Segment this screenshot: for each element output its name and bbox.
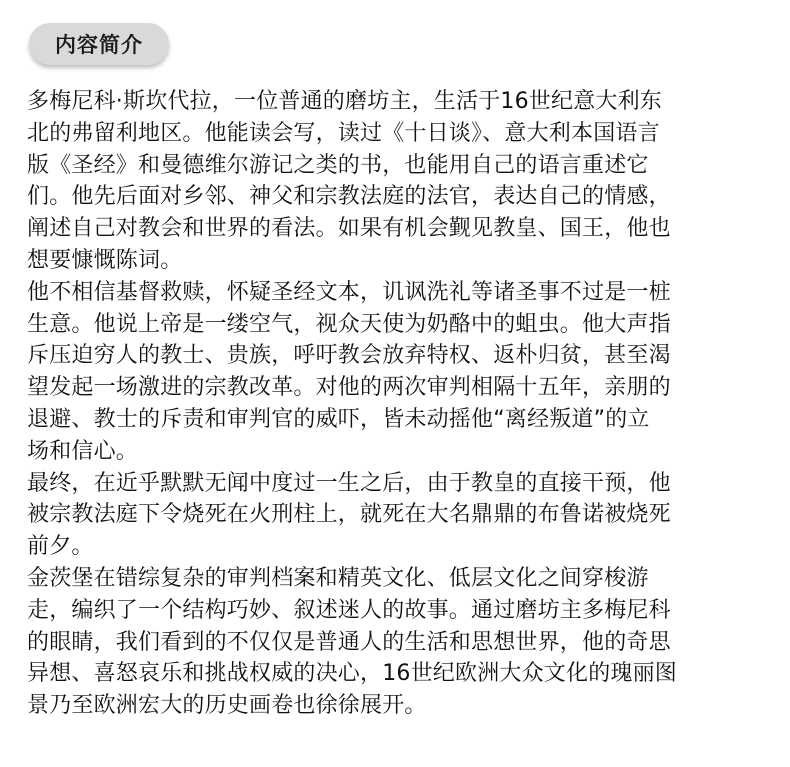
text-line: 前夕。 — [27, 534, 94, 560]
text-line: 景乃至欧洲宏大的历史画卷也徐徐展开。 — [27, 693, 427, 719]
text-line: 走，编织了一个结构巧妙、叙述迷人的故事。通过磨坊主多梅尼科 — [27, 597, 671, 623]
text-line: 退避、教士的斥责和审判官的威吓，皆未动摇他“离经叛道”的立 — [27, 406, 650, 432]
text-line: 被宗教法庭下令烧死在火刑柱上，就死在大名鼎鼎的布鲁诺被烧死 — [27, 502, 671, 528]
section-title: 内容简介 — [55, 33, 143, 57]
text-line: 多梅尼科·斯坎代拉，一位普通的磨坊主，生活于16世纪意大利东 — [27, 89, 662, 114]
text-line: 阐述自己对教会和世界的看法。如果有机会觐见教皇、国王，他也 — [27, 216, 671, 242]
text-line: 他不相信基督救赎，怀疑圣经文本，讥讽洗礼等诸圣事不过是一桩 — [27, 279, 671, 305]
text-line: 异想、喜怒哀乐和挑战权威的决心，16世纪欧洲大众文化的瑰丽图 — [27, 661, 677, 687]
text-line: 最终，在近乎默默无闻中度过一生之后，由于教皇的直接干预，他 — [27, 470, 671, 496]
paragraph-4 — [27, 563, 757, 722]
text-line: 生意。他说上帝是一缕空气，视众天使为奶酪中的蛆虫。他大声指 — [27, 311, 671, 337]
section-title-badge — [29, 23, 169, 65]
text-line: 版《圣经》和曼德维尔游记之类的书，也能用自己的语言重述它 — [27, 152, 649, 178]
paragraph-2 — [27, 277, 757, 468]
paragraph-1 — [27, 86, 757, 277]
text-line: 们。他先后面对乡邻、神父和宗教法庭的法官，表达自己的情感， — [27, 184, 671, 210]
text-line: 北的弗留利地区。他能读会写，读过《十日谈》、意大利本国语言 — [27, 120, 660, 146]
text-line: 金茨堡在错综复杂的审判档案和精英文化、低层文化之间穿梭游 — [27, 565, 649, 591]
text-line: 场和信心。 — [27, 438, 139, 464]
synopsis-body — [27, 86, 757, 722]
text-line: 斥压迫穷人的教士、贵族，呼吁教会放弃特权、返朴归贫，甚至渴 — [27, 343, 671, 369]
text-line: 的眼睛，我们看到的不仅仅是普通人的生活和思想世界，他的奇思 — [27, 629, 671, 655]
text-line: 想要慷慨陈词。 — [27, 247, 183, 273]
text-line: 望发起一场激进的宗教改革。对他的两次审判相隔十五年，亲朋的 — [27, 375, 671, 401]
paragraph-3 — [27, 468, 757, 563]
